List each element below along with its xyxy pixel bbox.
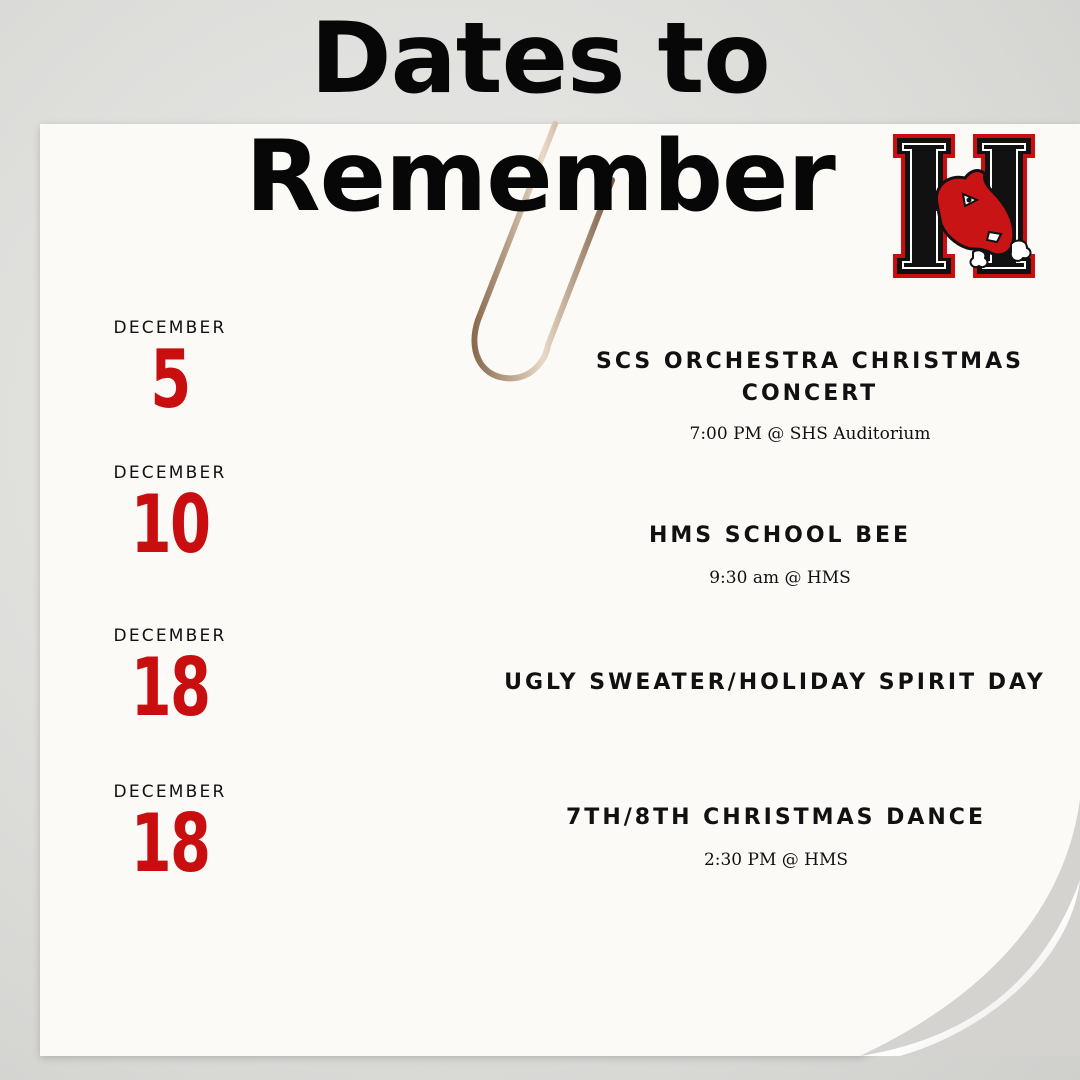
- event-detail: 2:30 PM @ HMS: [703, 850, 849, 870]
- date-month: DECEMBER: [113, 318, 227, 338]
- event-item-3: [470, 667, 1080, 699]
- event-title: HMS SCHOOL BEE: [648, 523, 912, 548]
- event-item-1: [560, 346, 1060, 446]
- school-h-mustang-logo-icon: [893, 134, 1035, 279]
- page-title: Dates to Remember: [245, 2, 835, 234]
- date-day: 18: [130, 641, 210, 734]
- date-block-2: [100, 463, 240, 571]
- event-title: UGLY SWEATER/HOLIDAY SPIRIT DAY: [504, 670, 1046, 695]
- event-detail: 9:30 am @ HMS: [709, 568, 851, 588]
- event-detail: 7:00 PM @ SHS Auditorium: [689, 424, 931, 444]
- date-day: 5: [150, 333, 190, 426]
- date-month: DECEMBER: [113, 626, 227, 646]
- event-item-4: [476, 802, 1076, 872]
- date-day: 10: [130, 478, 210, 571]
- date-block-1: [100, 318, 240, 426]
- date-month: DECEMBER: [113, 463, 227, 483]
- date-block-4: [100, 782, 240, 890]
- event-title: SCS ORCHESTRA CHRISTMAS CONCERT: [596, 349, 1024, 406]
- date-block-3: [100, 626, 240, 734]
- date-day: 18: [130, 797, 210, 890]
- event-item-2: [480, 520, 1080, 590]
- event-title: 7TH/8TH CHRISTMAS DANCE: [566, 805, 986, 830]
- date-month: DECEMBER: [113, 782, 227, 802]
